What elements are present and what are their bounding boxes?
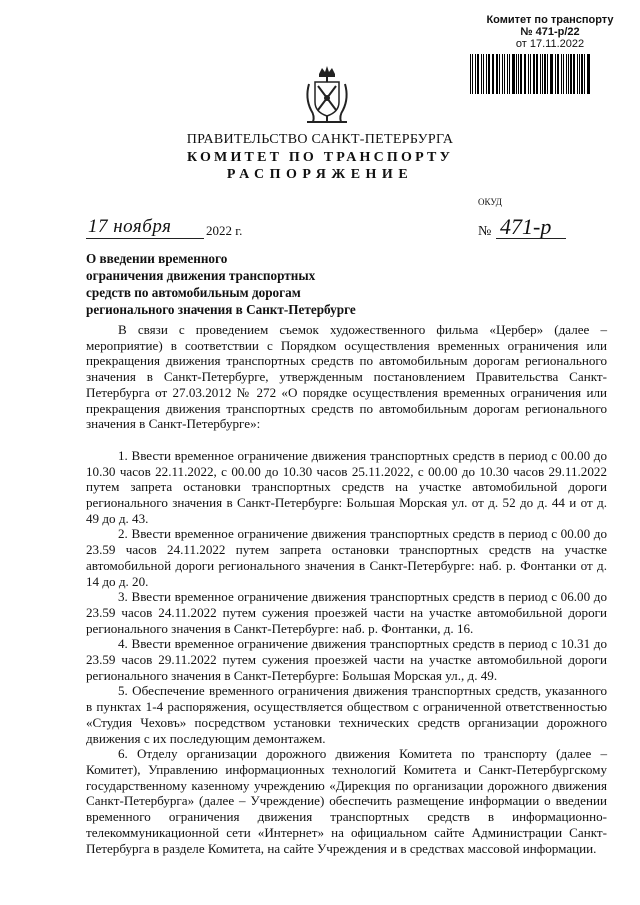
- barcode-bar: [475, 54, 476, 94]
- barcode-bar: [509, 54, 510, 94]
- document-number: [478, 214, 598, 244]
- number-underline: [496, 238, 566, 239]
- coat-of-arms-icon: [303, 64, 351, 128]
- okud-label: ОКУД: [478, 197, 502, 207]
- barcode-bar: [481, 54, 482, 94]
- barcode-bar: [488, 54, 489, 94]
- barcode-bar: [472, 54, 473, 94]
- barcode-bar: [557, 54, 558, 94]
- item-paragraph-4: 4. Ввести временное ограничение движения транспортных средств в период с 10.31 до 23.59 часов 29.11.2022 путем сужения проезжей части на участке автомобильной дороги регионального значения в Санкт-Петербурге: Большая Морская ул., д. 49.: [86, 636, 607, 683]
- subject-line: средств по автомобильным дорогам: [86, 285, 301, 300]
- barcode-bar: [573, 54, 575, 94]
- committee-name: КОМИТЕТ ПО ТРАНСПОРТУ: [186, 150, 454, 165]
- item-paragraph-1: 1. Ввести временное ограничение движения транспортных средств в период с 00.00 до 10.30 часов 22.11.2022, с 00.00 до 10.30 часов 25.11.2022, с 00.00 до 10.30 часов 29.11.2022 путем запрета остановки транспортных средств на участке автомобильной дороги регионального значения в Санкт-Петербурге: Большая Морская ул. от д. 52 до д. 44 и от д. 49 до д. 43.: [86, 447, 607, 526]
- barcode-bar: [579, 54, 580, 94]
- barcode-bar: [588, 54, 589, 94]
- subject-line: регионального значения в Санкт-Петербурге: [86, 302, 356, 317]
- barcode-bar: [516, 54, 517, 94]
- barcode-bar: [540, 54, 541, 94]
- number-sign: №: [478, 224, 492, 239]
- item-paragraph-6: 6. Отделу организации дорожного движения Комитета по транспорту (далее – Комитет), Управлению информационных технологий Комитета и Санкт-Петербургскому государственному казенному учреждению «Дирекция по организации дорожного движения Санкт-Петербурга» (далее – Учреждение) обеспечить размещение информации о введении временного ограничения движения транспортных средств в информационно-телекоммуникационной сети «Интернет» на официальном сайте Администрации Санкт-Петербурга в разделе Комитета, на сайте Учреждения и в средствах массовой информации.: [86, 746, 607, 856]
- barcode-bar: [577, 54, 578, 94]
- barcode-bar: [525, 54, 526, 94]
- item-paragraph-5: 5. Обеспечение временного ограничения движения транспортных средств, указанного в пунктах 1-4 распоряжения, осуществляется обществом с ограниченной ответственностью «Студия Чеховъ» посредством установки технических средств организации дорожного движения с их последующим демонтажем.: [86, 683, 607, 746]
- barcode-bar: [520, 54, 521, 94]
- barcode-bar: [570, 54, 571, 94]
- barcode-bar: [547, 54, 548, 94]
- barcode-bar: [483, 54, 484, 94]
- barcode-bar: [507, 54, 508, 94]
- barcode-bar: [561, 54, 562, 94]
- barcode-bar: [496, 54, 498, 94]
- document-date: [86, 216, 346, 242]
- stamp-committee: Комитет по транспорту: [486, 14, 614, 26]
- stamp-number: № 471-р/22: [520, 26, 580, 38]
- barcode-bar: [542, 54, 543, 94]
- item-paragraph-3: 3. Ввести временное ограничение движения транспортных средств в период с 06.00 до 23.59 часов 24.11.2022 путем сужения проезжей части на участке автомобильной дороги регионального значения в Санкт-Петербурге: наб. р. Фонтанки, д. 16.: [86, 589, 607, 636]
- barcode-bar: [493, 54, 494, 94]
- barcode-bar: [584, 54, 585, 94]
- registration-stamp: [470, 14, 630, 50]
- barcode: [470, 54, 592, 94]
- date-handwritten: 17 ноября: [88, 216, 172, 237]
- barcode-bar: [486, 54, 487, 94]
- barcode-bar: [581, 54, 582, 94]
- subject-line: О введении временного: [86, 251, 228, 266]
- subject-line: ограничения движения транспортных: [86, 268, 316, 283]
- barcode-bar: [477, 54, 479, 94]
- barcode-bar: [530, 54, 531, 94]
- barcode-bar: [550, 54, 551, 94]
- barcode-bar: [524, 54, 525, 94]
- number-handwritten: 471-р: [500, 214, 552, 239]
- document-type: РАСПОРЯЖЕНИЕ: [226, 167, 414, 182]
- barcode-bar: [492, 54, 493, 94]
- barcode-bar: [568, 54, 569, 94]
- barcode-bar: [555, 54, 556, 94]
- barcode-bar: [512, 54, 514, 94]
- date-underline: [86, 238, 204, 239]
- barcode-bar: [502, 54, 503, 94]
- barcode-bar: [504, 54, 505, 94]
- barcode-bar: [499, 54, 500, 94]
- barcode-bar: [566, 54, 567, 94]
- barcode-bar: [551, 54, 553, 94]
- preamble-paragraph: В связи с проведением съемок художественного фильма «Цербер» (далее – мероприятие) в соответствии с Порядком осуществления временных ограничения или прекращения движения транспортных средств по автомобильным дорогам регионального значения в Санкт-Петербурге, утвержденным постановлением Правительства Санкт-Петербурга от 27.03.2012 № 272 «О порядке осуществления временных ограничения или прекращения движения транспортных средств по автомобильным дорогам регионального значения в Санкт-Петербурге»:: [86, 322, 607, 432]
- barcode-bar: [536, 54, 537, 94]
- government-name: ПРАВИТЕЛЬСТВО САНКТ-ПЕТЕРБУРГА: [186, 132, 454, 147]
- barcode-bar: [518, 54, 519, 94]
- document-body: [86, 322, 607, 856]
- stamp-date: от 17.11.2022: [515, 38, 585, 50]
- date-year: 2022 г.: [206, 223, 243, 238]
- barcode-bar: [470, 54, 471, 94]
- document-subject: [86, 250, 386, 318]
- barcode-bar: [544, 54, 545, 94]
- barcode-bar: [563, 54, 564, 94]
- item-paragraph-2: 2. Ввести временное ограничение движения транспортных средств в период с 00.00 до 23.59 часов 24.11.2022 путем запрета остановки транспортных средств на участке автомобильной дороги регионального значения в Санкт-Петербурге: наб. р. Фонтанки от д. 14 до д. 20.: [86, 526, 607, 589]
- barcode-bar: [528, 54, 529, 94]
- barcode-bar: [587, 54, 588, 94]
- barcode-bar: [533, 54, 535, 94]
